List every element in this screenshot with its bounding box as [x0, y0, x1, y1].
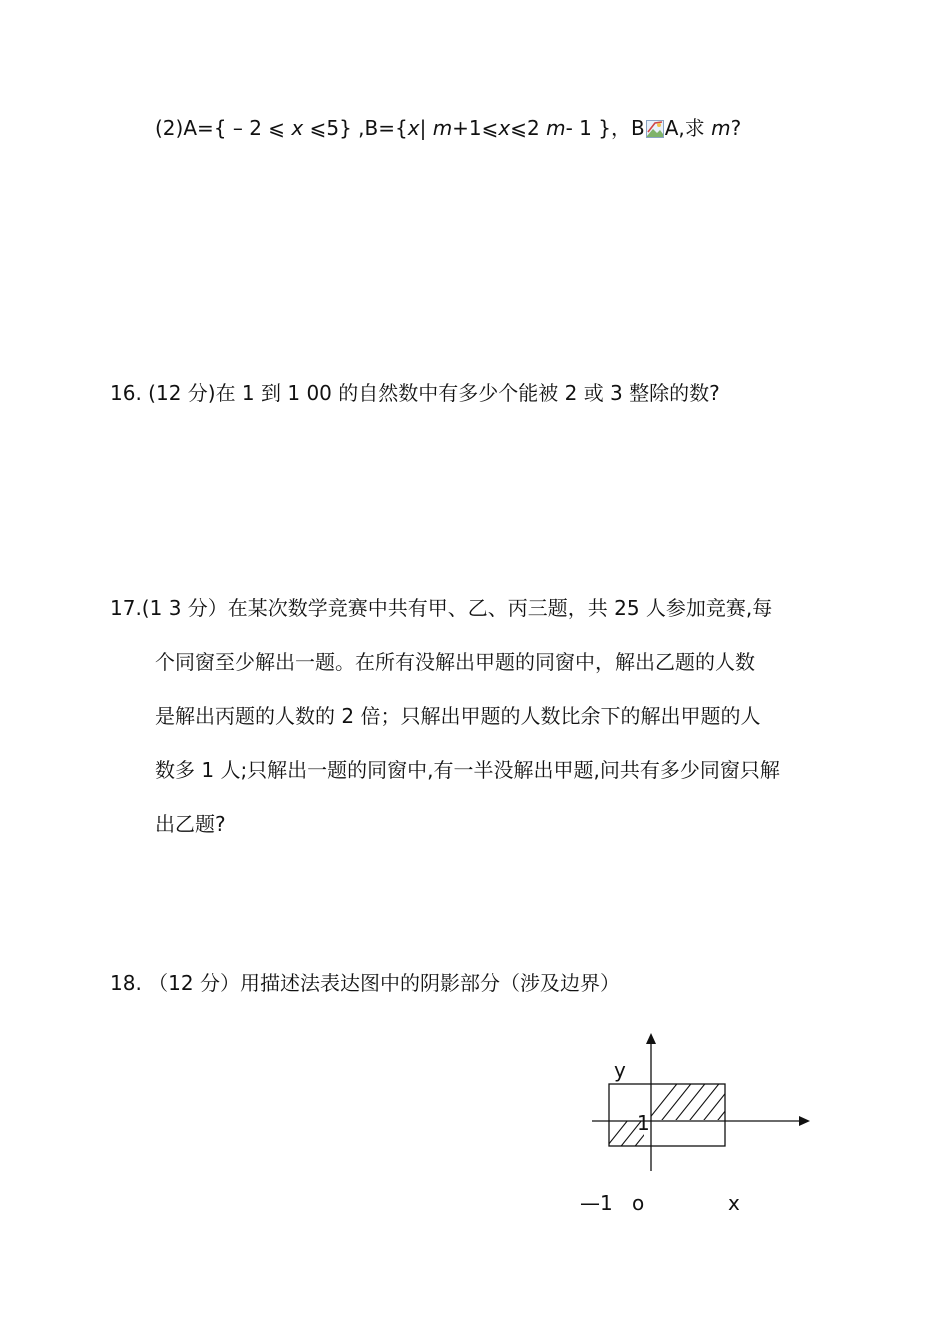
q17-line-4: 数多 1 人;只解出一题的同窗中,有一半没解出甲题,问共有多少同窗只解 — [155, 758, 780, 782]
q15-mid4: - 1 }，B — [565, 116, 645, 140]
hatched-region-right — [640, 1080, 750, 1130]
origin-label: o — [632, 1191, 645, 1215]
q17-line-5: 出乙题? — [155, 812, 226, 836]
y-axis-label: y — [614, 1058, 626, 1082]
shaded-region-figure — [570, 1025, 830, 1225]
q17-line-2: 个同窗至少解出一题。在所有没解出甲题的同窗中，解出乙题的人数 — [155, 650, 755, 674]
q15-part2-line — [155, 113, 741, 143]
q17-line-3: 是解出丙题的人数的 2 倍；只解出甲题的人数比余下的解出甲题的人 — [155, 704, 761, 728]
q15-mid5: A,求 — [664, 116, 712, 140]
q15-var-m: m — [432, 116, 453, 140]
q15-prefix: (2)A={ – 2 ⩽ — [155, 116, 292, 140]
q15-var-x: x — [291, 116, 304, 140]
q17-line-1: 17.(1 3 分）在某次数学竞赛中共有甲、乙、丙三题，共 25 人参加竞赛,每 — [110, 596, 773, 620]
tick-label-neg-one: —1 — [580, 1191, 613, 1215]
x-axis-arrow-icon — [799, 1116, 810, 1126]
q15-end: ? — [730, 116, 742, 140]
q16-text: 16. (12 分)在 1 到 1 00 的自然数中有多少个能被 2 或 3 整除的数? — [110, 381, 720, 405]
y-axis-arrow-icon — [646, 1033, 656, 1044]
broken-image-icon — [646, 116, 664, 134]
q15-bar: | — [419, 116, 433, 140]
q18-text: 18. （12 分）用描述法表达图中的阴影部分（涉及边界） — [110, 971, 620, 995]
q15-var-m: m — [546, 116, 566, 140]
q15-mid3: ⩽2 — [510, 116, 547, 140]
q15-var-x: x — [407, 116, 420, 140]
q15-var-x: x — [498, 116, 511, 140]
x-axis-label: x — [728, 1191, 740, 1215]
q15-var-m: m — [711, 116, 731, 140]
tick-label-one: 1 — [637, 1111, 650, 1135]
q15-mid2: +1⩽ — [452, 116, 499, 140]
q15-mid1: ⩽5} ,B={ — [303, 116, 408, 140]
